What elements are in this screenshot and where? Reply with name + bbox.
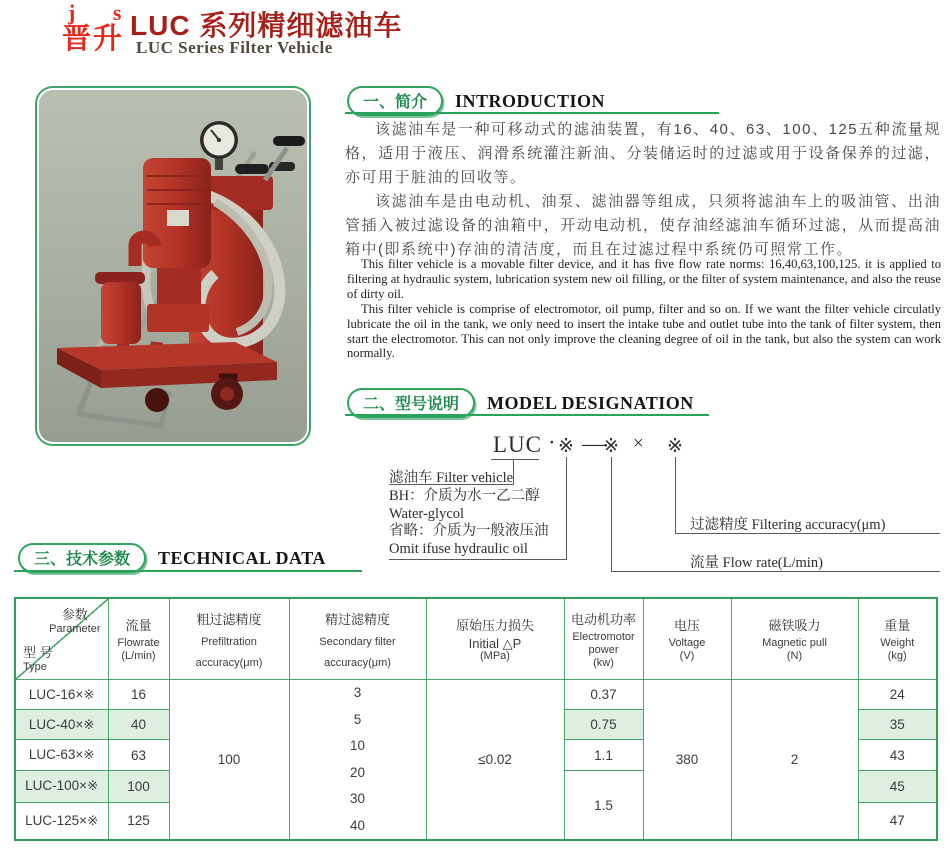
line-star2-vertical <box>611 457 612 571</box>
cell-power: 0.75 <box>564 710 643 740</box>
section-tech-heading <box>18 543 326 573</box>
cell-weight: 47 <box>858 802 937 840</box>
col-header-voltage: 电压 Voltage (V) <box>643 598 731 680</box>
cell-model: LUC-100×※ <box>15 771 108 803</box>
intro-zh-paragraph-2: 该滤油车是由电动机、油泵、滤油器等组成，只须将滤油车上的吸油管、出油管插入被过滤设备的油箱中，开动电动机，使存油经滤油车循环过滤，从而提高油箱中(即系统中)存油的清洁度，而且在过滤过程中系统仍可照常工作。 <box>345 193 941 258</box>
cell-prefiltration: 100 <box>169 680 289 841</box>
cell-power: 1.5 <box>564 771 643 841</box>
section-model-underline <box>345 414 709 416</box>
cell-power: 1.1 <box>564 740 643 771</box>
model-code-dot: · <box>548 430 557 455</box>
section-tech-underline <box>14 570 362 572</box>
corner-parameter-zh: 参数 <box>61 607 88 622</box>
col-header-prefiltration: 粗过滤精度 Prefiltration accuracy(μm) <box>169 598 289 680</box>
col-header-secondary: 精过滤精度 Secondary filter accuracy(μm) <box>289 598 426 680</box>
section-intro-title-en: INTRODUCTION <box>455 90 606 111</box>
cell-model: LUC-63×※ <box>15 740 108 771</box>
col-header-weight: 重量 Weight (kg) <box>858 598 937 680</box>
model-designation-diagram <box>345 428 941 580</box>
corner-type <box>23 642 53 674</box>
intro-en-paragraph-2: This filter vehicle is comprise of electromotor, oil pump, filter and so on. If we want the filter vehicle circulatly lubricate the oil in the tank, we only need to insert the intake tube and outlet tube into the tank of filter system, then start the electromotor. This can not only improve the cleaning degree of oil in the tank, but also the system can work normally. <box>347 301 941 361</box>
table-row <box>15 680 937 710</box>
corner-parameter <box>49 604 100 636</box>
cell-flowrate: 63 <box>108 740 169 771</box>
label-medium-options <box>389 488 549 558</box>
secondary-values: 3 5 10 20 30 40 <box>349 685 366 833</box>
section-model-pill: 二、型号说明 <box>347 388 475 418</box>
cell-weight: 35 <box>858 710 937 740</box>
section-intro-underline <box>345 112 719 114</box>
corner-type-en: Type <box>23 661 47 673</box>
model-code-dash: — <box>582 431 606 456</box>
line-star1-vertical <box>566 457 567 559</box>
cell-model: LUC-16×※ <box>15 680 108 710</box>
col-header-magnetic: 磁铁吸力 Magnetic pull (N) <box>731 598 858 680</box>
col-header-initial-dp: 原始压力损失 Initial △P (MPa) <box>426 598 564 680</box>
label-bh-zh: BH：介质为水一乙二醇 <box>389 488 540 504</box>
model-code-star-2: ※ <box>603 436 619 457</box>
col-header-flowrate: 流量 Flowrate (L/min) <box>108 598 169 680</box>
cell-voltage: 380 <box>643 680 731 841</box>
label-omit-zh: 省略：介质为一般液压油 <box>389 523 549 539</box>
label-flow-rate: 流量 Flow rate(L/min) <box>690 555 823 571</box>
section-model-title-en: MODEL DESIGNATION <box>487 392 694 413</box>
model-code-star-1: ※ <box>558 436 574 457</box>
line-under-luc <box>491 459 539 460</box>
cell-flowrate: 100 <box>108 771 169 803</box>
section-tech-title-en: TECHNICAL DATA <box>158 547 326 568</box>
product-photo-frame <box>35 86 311 446</box>
intro-english-text <box>347 257 941 361</box>
cell-flowrate: 16 <box>108 680 169 710</box>
filter-vehicle-illustration <box>39 90 307 442</box>
brand-logo-initials: j s <box>68 0 138 25</box>
page-title: LUC 系列精细滤油车 <box>130 10 403 41</box>
table-header-row <box>15 598 937 680</box>
cell-weight: 24 <box>858 680 937 710</box>
line-luc-vertical <box>513 459 514 484</box>
intro-en-paragraph-1: This filter vehicle is a movable filter device, and it has five flow rate norms: 16,40,63,100,125. it is applied to filtering at hydraulic system, lubrication system new oil filling, or the filter of system maintenance, and also the reuse of dirty oil. <box>347 257 941 301</box>
section-tech-pill: 三、技术参数 <box>18 543 146 573</box>
col-header-corner <box>15 598 108 680</box>
cell-model: LUC-125×※ <box>15 802 108 840</box>
model-code-star-3: ※ <box>667 436 683 457</box>
line-bh-underline <box>389 559 567 560</box>
corner-type-zh: 型 号 <box>23 645 53 660</box>
cell-magnetic: 2 <box>731 680 858 841</box>
label-filtering-accuracy: 过滤精度 Filtering accuracy(μm) <box>690 517 886 533</box>
corner-parameter-en: Parameter <box>49 623 101 635</box>
line-star3-vertical <box>675 457 676 533</box>
cell-initial-dp: ≤0.02 <box>426 680 564 841</box>
label-filter-vehicle: 滤油车 Filter vehicle <box>389 470 514 486</box>
technical-data-table <box>14 597 938 841</box>
cell-model: LUC-40×※ <box>15 710 108 740</box>
label-bh-en: Water-glycol <box>389 505 465 522</box>
brand-logo-chinese: 晋升 <box>62 23 125 55</box>
cell-flowrate: 125 <box>108 802 169 840</box>
page-subtitle: LUC Series Filter Vehicle <box>136 38 333 57</box>
brand-logo <box>62 2 137 54</box>
col-header-power: 电动机功率 Electromotor power (kw) <box>564 598 643 680</box>
model-code-times: × <box>633 433 645 454</box>
cell-weight: 45 <box>858 771 937 803</box>
model-code-luc: LUC <box>493 432 542 457</box>
intro-chinese-text <box>345 118 941 262</box>
cell-weight: 43 <box>858 740 937 771</box>
cell-power: 0.37 <box>564 680 643 710</box>
section-intro-pill: 一、简介 <box>347 86 443 116</box>
cell-secondary <box>289 680 426 841</box>
intro-zh-paragraph-1: 该滤油车是一种可移动式的滤油装置，有16、40、63、100、125五种流量规格，适用于液压、润滑系统灌注新油、分装储运时的过滤或用于设备保养的过滤，亦可用于脏油的回收等。 <box>345 121 941 186</box>
label-omit-en: Omit ifuse hydraulic oil <box>389 540 528 557</box>
cell-flowrate: 40 <box>108 710 169 740</box>
product-photo <box>39 90 307 442</box>
